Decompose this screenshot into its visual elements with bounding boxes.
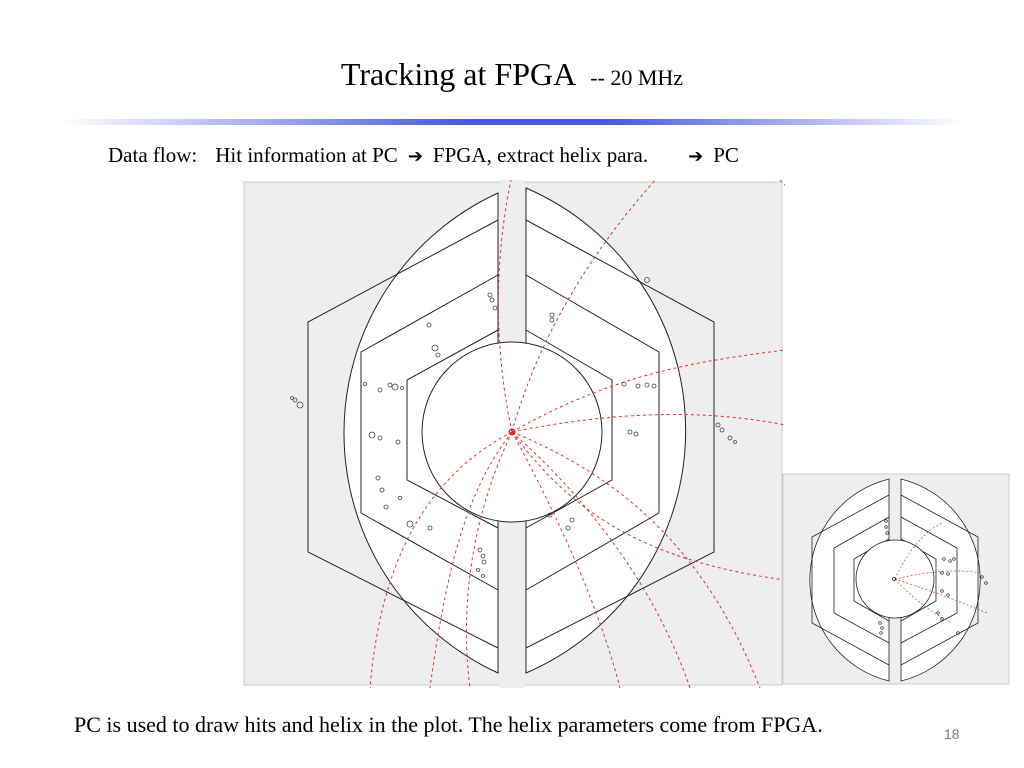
flow-prefix: Data flow:	[108, 143, 198, 167]
slide-caption: PC is used to draw hits and helix in the plot. The helix parameters come from FPGA.	[74, 712, 823, 737]
flow-step-pc-draw: PC	[713, 143, 739, 167]
main-event-display	[240, 180, 785, 688]
title-sub: -- 20 MHz	[590, 65, 684, 90]
data-flow-line	[108, 143, 739, 168]
slide-title	[0, 56, 1024, 93]
page-number: 18	[944, 726, 960, 742]
title-underline	[60, 119, 965, 125]
inset-event-display	[782, 473, 1010, 685]
flow-step-pc-hits: Hit information at PC	[215, 143, 398, 167]
title-main: Tracking at FPGA	[340, 56, 577, 92]
right-arrow-icon: ➔	[407, 146, 423, 167]
flow-step-fpga: FPGA, extract helix para.	[432, 143, 649, 167]
right-arrow-icon: ➔	[688, 146, 704, 167]
